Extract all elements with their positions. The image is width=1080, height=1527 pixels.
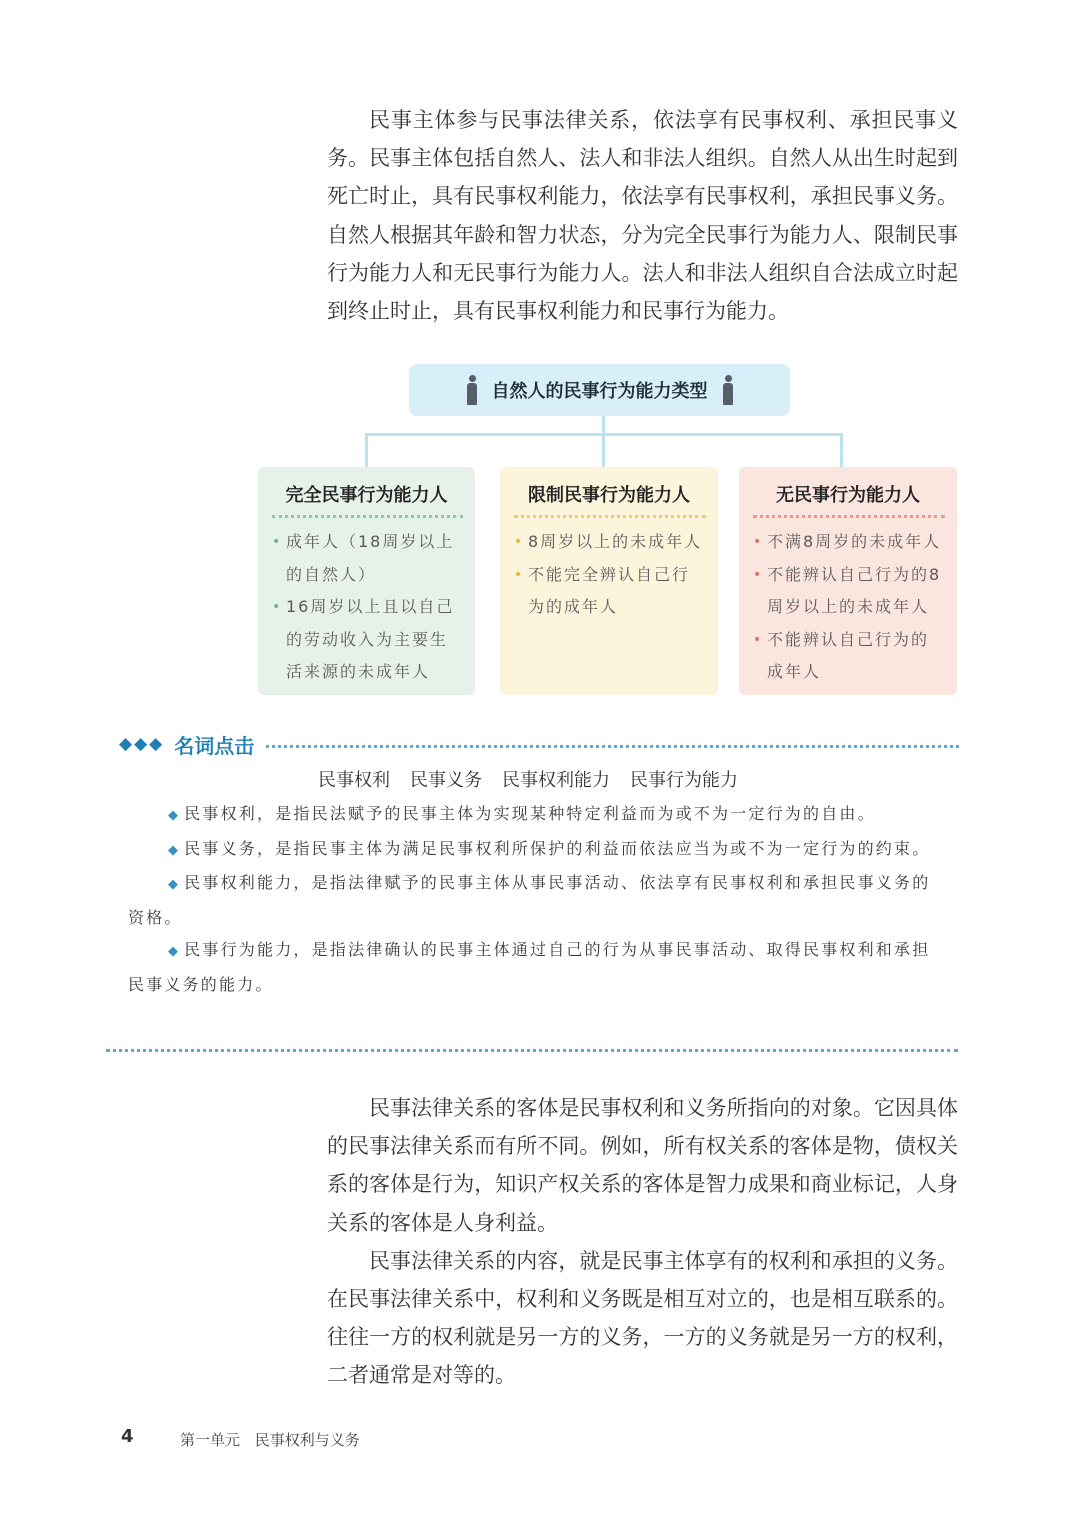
definition xyxy=(128,833,938,868)
list-item: • 不能完全辨认自己行为的成年人 xyxy=(514,559,706,624)
glossary-title: 名词点击 xyxy=(174,733,255,758)
dotted-divider xyxy=(106,1049,958,1052)
dotted-divider xyxy=(272,515,463,518)
connector-line xyxy=(365,433,368,467)
definition xyxy=(128,867,938,934)
diagram-title-text: 自然人的民事行为能力类型 xyxy=(491,381,708,402)
diamond-icon: ◆◆◆ xyxy=(119,734,165,754)
paragraph: 民事法律关系的内容，就是民事主体享有的权利和承担的义务。在民事法律关系中，权利和义务既是相互对立的，也是相互联系的。往往一方的权利就是另一方的义务，一方的义务就是另一方的权利，二者通常是对等的。 xyxy=(327,1248,958,1388)
paragraph: 民事法律关系的客体是民事权利和义务所指向的对象。它因具体的民事法律关系而有所不同。例如，所有权关系的客体是物，债权关系的客体是行为，知识产权关系的客体是智力成果和商业标记，人身关系的客体是人身利益。 xyxy=(327,1096,958,1235)
box-heading: 完全民事行为能力人 xyxy=(285,485,448,506)
limited-capacity-box xyxy=(500,467,718,695)
term: 民事权利 xyxy=(318,770,390,791)
glossary-terms xyxy=(318,766,738,792)
list-item: • 不满8周岁的未成年人 xyxy=(753,526,945,559)
glossary-definitions xyxy=(128,798,938,1002)
dotted-divider xyxy=(266,745,959,748)
dotted-divider xyxy=(514,515,706,518)
definition-text: 民事权利能力，是指法律赋予的民事主体从事民事活动、依法享有民事权利和承担民事义务的资格。 xyxy=(128,873,931,927)
body-text xyxy=(327,1089,958,1395)
diamond-bullet-icon: ◆ xyxy=(168,877,181,893)
definition xyxy=(128,934,938,1001)
person-icon xyxy=(722,375,734,405)
full-capacity-box xyxy=(258,467,475,695)
diamond-bullet-icon: ◆ xyxy=(168,944,181,960)
definition-text: 民事义务，是指民事主体为满足民事权利所保护的利益而依法应当为或不为一定行为的约束。 xyxy=(184,838,931,858)
running-footer: 第一单元 民事权利与义务 xyxy=(180,1431,360,1449)
diagram-title xyxy=(409,364,790,416)
intro-text xyxy=(327,101,958,330)
term: 民事义务 xyxy=(410,770,482,791)
list-item: • 成年人（18周岁以上的自然人） xyxy=(272,526,463,591)
term: 民事权利能力 xyxy=(502,770,610,791)
list-item: • 不能辨认自己行为的8周岁以上的未成年人 xyxy=(753,559,945,624)
term: 民事行为能力 xyxy=(630,770,738,791)
page-number: 4 xyxy=(121,1426,134,1447)
definition-text: 民事行为能力，是指法律确认的民事主体通过自己的行为从事民事活动、取得民事权利和承担民事义务的能力。 xyxy=(128,940,931,994)
list-item: • 16周岁以上且以自己的劳动收入为主要生活来源的未成年人 xyxy=(272,591,463,689)
glossary-header xyxy=(119,729,959,759)
list-item: • 不能辨认自己行为的成年人 xyxy=(753,624,945,689)
no-capacity-box xyxy=(739,467,957,695)
list-item: • 8周岁以上的未成年人 xyxy=(514,526,706,559)
definition-text: 民事权利，是指民法赋予的民事主体为实现某种特定利益而为或不为一定行为的自由。 xyxy=(184,804,876,823)
dotted-divider xyxy=(753,515,945,518)
connector-line xyxy=(602,433,605,467)
diamond-bullet-icon: ◆ xyxy=(168,842,181,858)
connector-line xyxy=(840,433,843,467)
box-heading: 无民事行为能力人 xyxy=(776,485,920,506)
paragraph: 民事主体参与民事法律关系，依法享有民事权利、承担民事义务。民事主体包括自然人、法人和非法人组织。自然人从出生时起到死亡时止，具有民事权利能力，依法享有民事权利，承担民事义务。自然人根据其年龄和智力状态，分为完全民事行为能力人、限制民事行为能力人和无民事行为能力人。法人和非法人组织自合法成立时起到终止时止，具有民事权利能力和民事行为能力。 xyxy=(327,108,958,324)
connector-line xyxy=(602,416,605,434)
box-heading: 限制民事行为能力人 xyxy=(528,485,690,506)
person-icon xyxy=(466,375,478,405)
diamond-bullet-icon: ◆ xyxy=(168,808,181,823)
definition xyxy=(128,798,938,833)
